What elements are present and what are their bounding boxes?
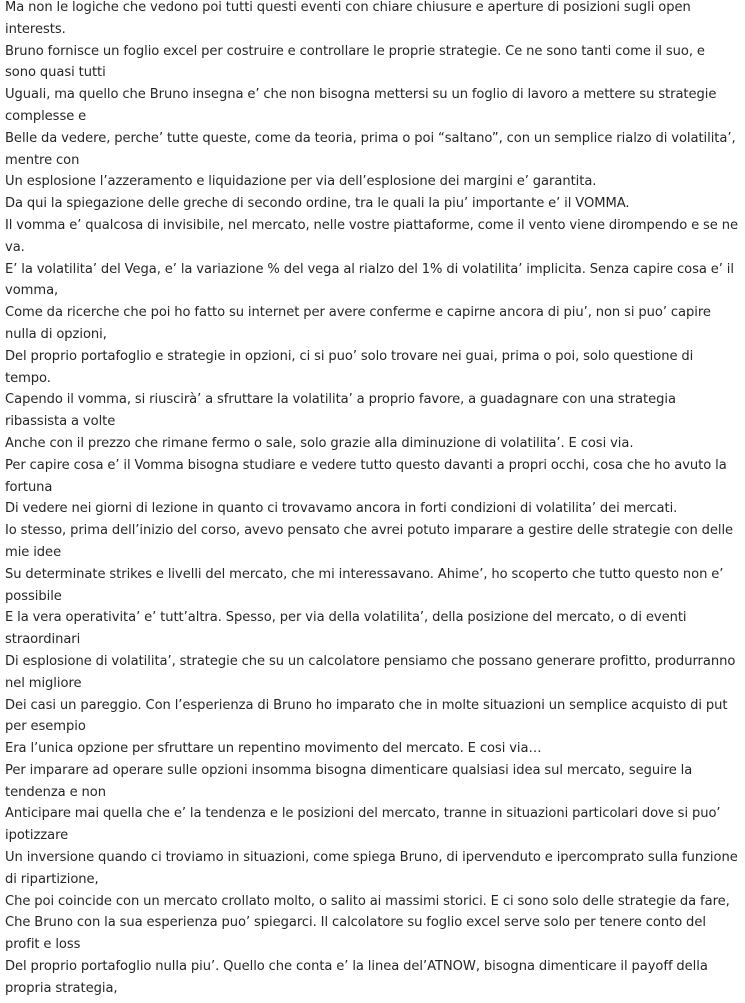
text-line: Bruno fornisce un foglio excel per costruire e controllare le proprie strategie. Ce ne sono tanti come il suo, e sono quasi tutti	[5, 43, 705, 81]
text-line: E la vera operativita’ e’ tutt’altra. Spesso, per via della volatilita’, della posizione del mercato, o di eventi straordinari	[5, 610, 687, 648]
text-line: Dei casi un pareggio. Con l’esperienza di Bruno ho imparato che in molte situazioni un semplice acquisto di put per esempio	[5, 697, 728, 735]
text-line: Per capire cosa e’ il Vomma bisogna studiare e vedere tutto questo davanti a propri occhi, cosa che ho avuto la fortuna	[5, 457, 727, 495]
text-line: Era l’unica opzione per sfruttare un repentino movimento del mercato. E cosi via…	[5, 741, 542, 757]
text-line: Di esplosione di volatilita’, strategie che su un calcolatore pensiamo che possano generare profitto, produrranno nel migliore	[5, 653, 736, 691]
text-line: Io stesso, prima dell’inizio del corso, avevo pensato che avrei potuto imparare a gestire delle strategie con delle mie idee	[5, 523, 734, 560]
text-line: Uguali, ma quello che Bruno insegna e’ che non bisogna mettersi su un foglio di lavoro a mettere su strategie complesse e	[5, 87, 717, 124]
text-line: Del proprio portafoglio nulla piu’. Quello che conta e’ la linea del’ATNOW, bisogna dimenticare il payoff della propria strategia,	[5, 959, 708, 996]
text-line: Che poi coincide con un mercato crollato molto, o salito ai massimi storici. E ci sono solo delle strategie da fare,	[5, 893, 730, 909]
text-line: Come da ricerche che poi ho fatto su internet per avere conferme e capirne ancora di piu’, non si puo’ capire nulla di opzioni,	[5, 305, 711, 342]
text-line: Un inversione quando ci troviamo in situazioni, come spiega Bruno, di ipervenduto e ipercomprato sulla funzione di ripartizione,	[5, 850, 738, 887]
text-line: E’ la volatilita’ del Vega, e’ la variazione % del vega al rialzo del 1% di volatilita’ implicita. Senza capire cosa e’ il vomma,	[5, 261, 734, 299]
text-line: Belle da vedere, perche’ tutte queste, come da teoria, prima o poi “saltano”, con un semplice rialzo di volatilita’, mentre con	[5, 130, 736, 168]
text-line: Il vomma e’ qualcosa di invisibile, nel mercato, nelle vostre piattaforme, come il vento viene dirompendo e se ne va.	[5, 217, 738, 255]
text-line: Anche con il prezzo che rimane fermo o sale, solo grazie alla diminuzione di volatilita’. E cosi via.	[5, 435, 634, 451]
text-line: Di vedere nei giorni di lezione in quanto ci trovavamo ancora in forti condizioni di volatilita’ dei mercati.	[5, 501, 678, 517]
text-line: Su determinate strikes e livelli del mercato, che mi interessavano. Ahime’, ho scoperto che tutto questo non e’ possibile	[5, 566, 724, 604]
text-line: Un esplosione l’azzeramento e liquidazione per via dell’esplosione dei margini e’ garantita.	[5, 174, 597, 190]
text-line: Che Bruno con la sua esperienza puo’ spiegarci. Il calcolatore su foglio excel serve solo per tenere conto del profit e loss	[5, 915, 706, 953]
text-line: Anticipare mai quella che e’ la tendenza e le posizioni del mercato, tranne in situazioni particolari dove si puo’ ipotizzare	[5, 806, 721, 844]
text-line: Del proprio portafoglio e strategie in opzioni, ci si puo’ solo trovare nei guai, prima o poi, solo questione di tempo.	[5, 348, 694, 386]
text-line: Da qui la spiegazione delle greche di secondo ordine, tra le quali la piu’ importante e’ il VOMMA.	[5, 196, 630, 212]
text-line: Capendo il vomma, si riuscirà’ a sfruttare la volatilita’ a proprio favore, a guadagnare con una strategia ribassista a volte	[5, 392, 676, 430]
text-line: Per imparare ad operare sulle opzioni insomma bisogna dimenticare qualsiasi idea sul mercato, seguire la tendenza e non	[5, 762, 693, 800]
text-line: Ma non le logiche che vedono poi tutti questi eventi con chiare chiusure e aperture di posizioni sugli open interests.	[5, 0, 691, 37]
